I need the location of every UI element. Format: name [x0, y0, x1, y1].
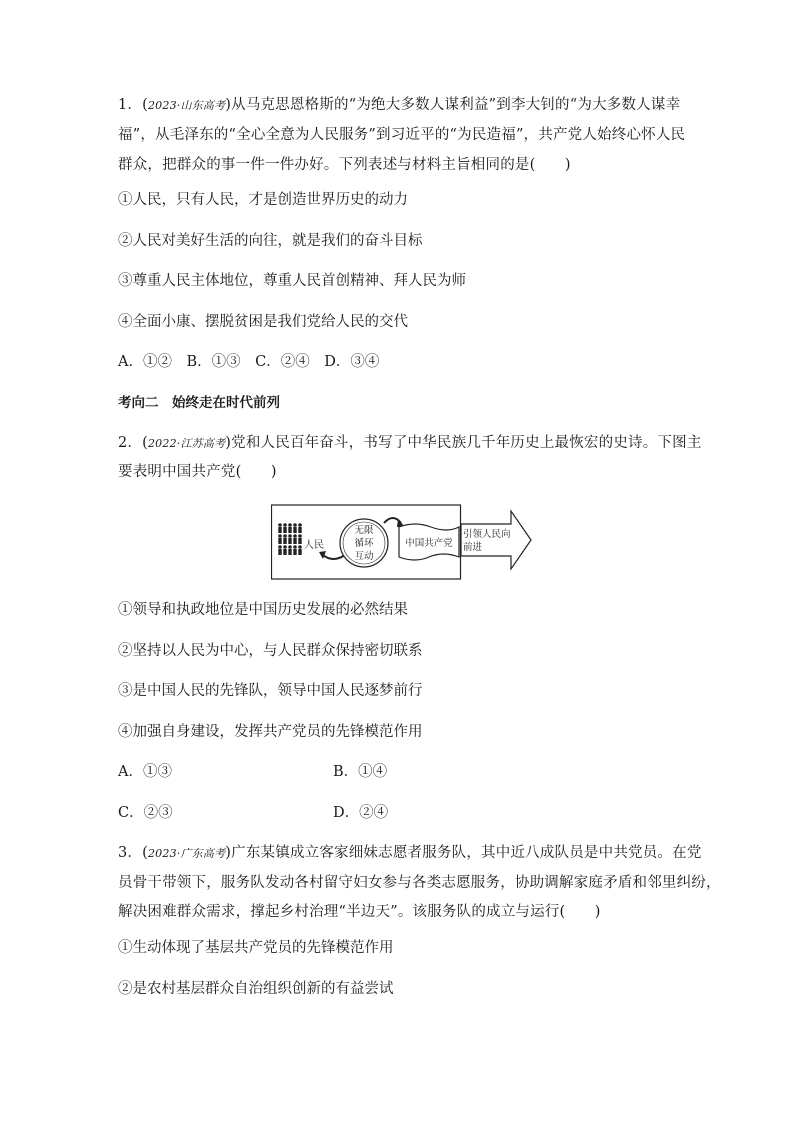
q1-item-1: ①人民，只有人民，才是创造世界历史的动力	[118, 192, 408, 208]
q1-stem-1: )从马克思恩格斯的“为绝大多数人谋利益”到李大钊的“为大多数人谋幸	[225, 97, 681, 113]
q1-item-2: ②人民对美好生活的向往，就是我们的奋斗目标	[118, 233, 423, 249]
q1-source: 2023·山东高考	[147, 99, 226, 112]
circle-text-1: 无限	[354, 525, 374, 536]
q2-diagram	[271, 503, 533, 581]
q1-item-4: ④全面小康、摆脱贫困是我们党给人民的交代	[118, 314, 408, 330]
q3-line-1	[118, 843, 702, 864]
arrow-to-people-head	[319, 551, 326, 559]
q1-item-3: ③尊重人民主体地位，尊重人民首创精神、拜人民为师	[118, 273, 466, 289]
q1-line-2: 福”，从毛泽东的“全心全意为人民服务”到习近平的“为民造福”，共产党人始终心怀人民	[118, 127, 686, 143]
q1-line-1	[118, 95, 680, 116]
party-label: 中国共产党	[405, 538, 453, 549]
q2-option-a: A．①③	[118, 764, 172, 780]
q3-item-2: ②是农村基层群众自治组织创新的有益尝试	[118, 981, 394, 997]
q2-option-c: C．②③	[118, 805, 173, 821]
q3-source: 2023·广东高考	[147, 847, 226, 860]
q2-number: 2．(	[118, 435, 148, 451]
q3-line-2: 员骨干带领下，服务队发动各村留守妇女参与各类志愿服务，协助调解家庭矛盾和邻里纠纷，	[118, 875, 721, 891]
q2-item-4: ④加强自身建设，发挥共产党员的先锋模范作用	[118, 724, 423, 740]
arrow-to-people	[323, 555, 345, 559]
arrow-text-1: 引领人民向	[463, 529, 511, 540]
q3-item-1: ①生动体现了基层共产党员的先锋模范作用	[118, 940, 394, 956]
q1-options: A．①② B．①③ C．②④ D．③④	[118, 354, 380, 370]
q1-number: 1．(	[118, 97, 148, 113]
arrow-text-2: 前进	[463, 542, 483, 553]
q2-item-3: ③是中国人民的先锋队，领导中国人民逐梦前行	[118, 683, 423, 699]
q2-line-2: 要表明中国共产党( )	[118, 464, 277, 480]
q2-option-d: D．②④	[333, 805, 389, 821]
q2-source: 2022·江苏高考	[147, 437, 226, 450]
q2-item-2: ②坚持以人民为中心，与人民群众保持密切联系	[118, 643, 423, 659]
q2-option-b: B．①④	[333, 764, 388, 780]
section-heading: 考向二 始终走在时代前列	[118, 395, 280, 411]
q2-line-1	[118, 433, 702, 454]
q3-stem-1: )广东某镇成立客家细妹志愿者服务队，其中近八成队员是中共党员。在党	[225, 845, 702, 861]
q1-line-3: 群众，把群众的事一件一件办好。下列表述与材料主旨相同的是( )	[118, 157, 571, 173]
people-icons	[278, 523, 302, 555]
circle-text-2: 循环	[354, 538, 374, 549]
circle-text-3: 互动	[354, 551, 374, 562]
q3-number: 3．(	[118, 845, 148, 861]
q3-line-3: 解决困难群众需求，撑起乡村治理“半边天”。该服务队的成立与运行( )	[118, 904, 601, 920]
people-label: 人民	[304, 540, 324, 551]
q2-item-1: ①领导和执政地位是中国历史发展的必然结果	[118, 602, 408, 618]
q2-stem-1: )党和人民百年奋斗，书写了中华民族几千年历史上最恢宏的史诗。下图主	[225, 435, 702, 451]
forward-arrow	[461, 511, 531, 569]
